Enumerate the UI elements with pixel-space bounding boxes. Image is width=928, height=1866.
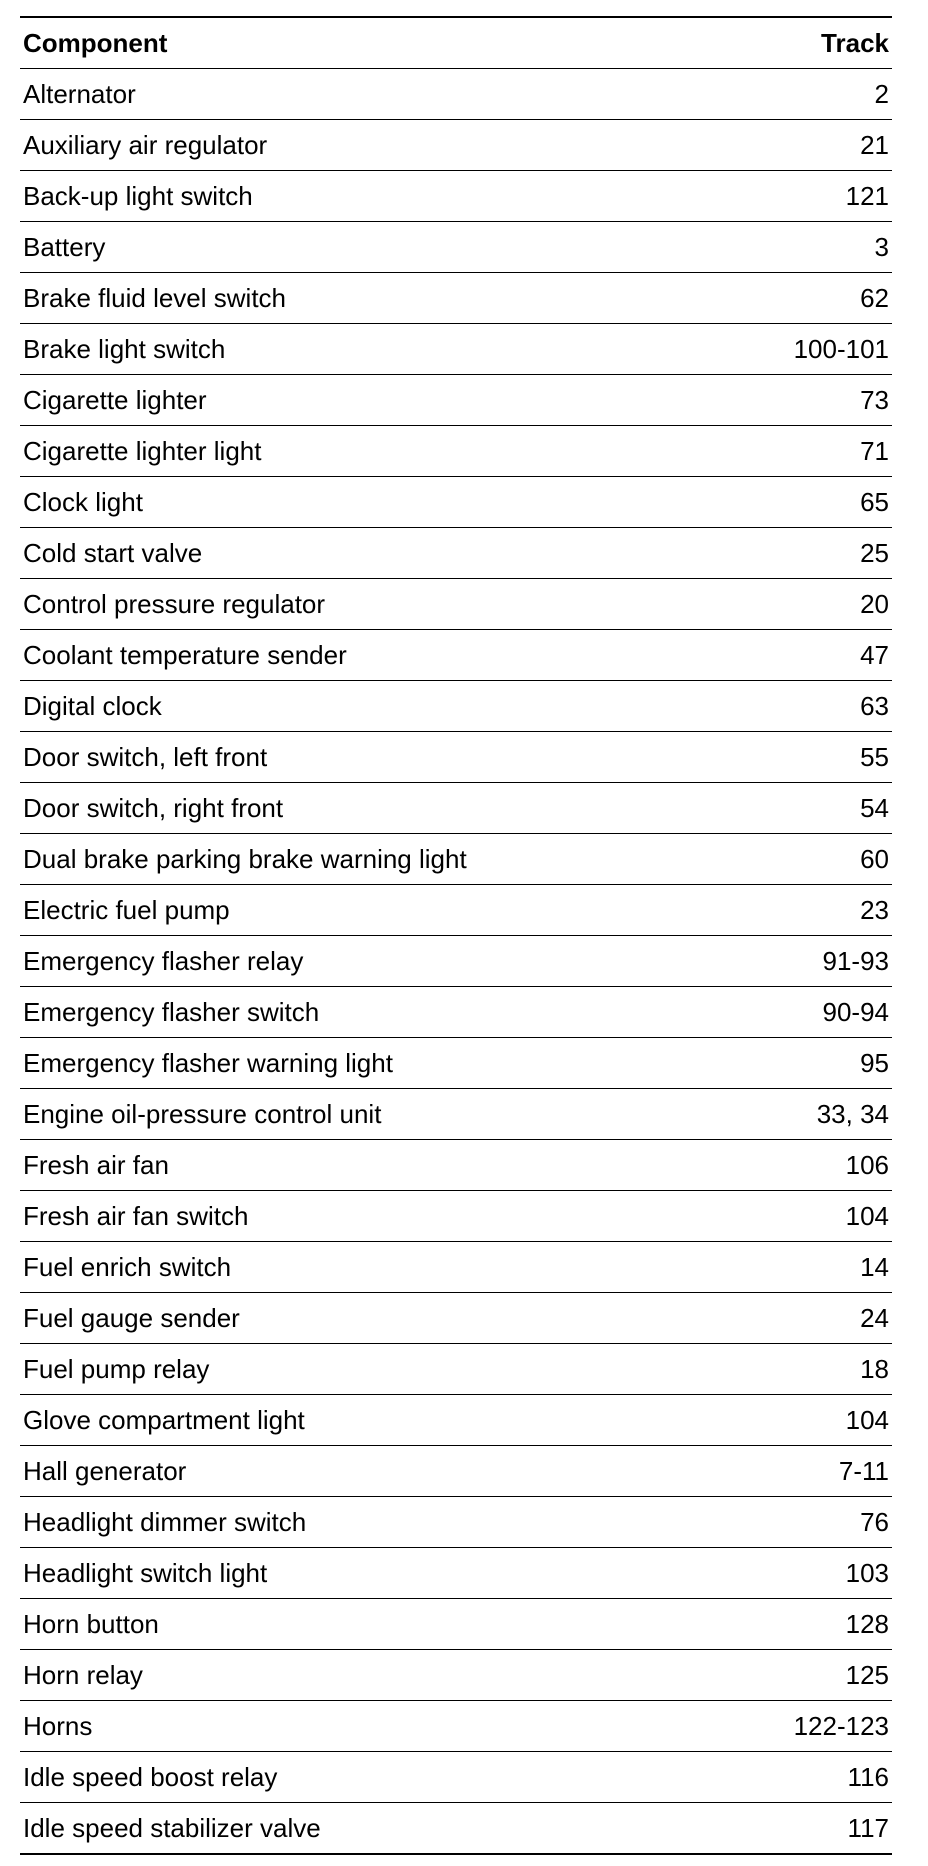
component-cell: Emergency flasher switch [20, 987, 628, 1038]
track-column-header: Track [628, 17, 892, 69]
component-cell: Horn relay [20, 1650, 628, 1701]
component-cell: Clock light [20, 477, 628, 528]
component-cell: Headlight switch light [20, 1548, 628, 1599]
table-row [20, 987, 892, 1038]
track-cell: 14 [628, 1242, 892, 1293]
table-row [20, 426, 892, 477]
component-cell: Idle speed stabilizer valve [20, 1803, 628, 1855]
component-cell: Fuel pump relay [20, 1344, 628, 1395]
track-cell: 24 [628, 1293, 892, 1344]
table-row [20, 477, 892, 528]
table-row [20, 834, 892, 885]
table-row [20, 630, 892, 681]
track-cell: 95 [628, 1038, 892, 1089]
table-row [20, 1089, 892, 1140]
component-cell: Cigarette lighter light [20, 426, 628, 477]
component-cell: Back-up light switch [20, 171, 628, 222]
component-track-table [20, 16, 892, 1855]
component-cell: Idle speed boost relay [20, 1752, 628, 1803]
track-cell: 104 [628, 1191, 892, 1242]
table-body [20, 69, 892, 1855]
header-row [20, 17, 892, 69]
table-row [20, 1701, 892, 1752]
component-track-table-container [20, 16, 892, 1855]
track-cell: 91-93 [628, 936, 892, 987]
component-cell: Glove compartment light [20, 1395, 628, 1446]
track-cell: 122-123 [628, 1701, 892, 1752]
component-cell: Fresh air fan [20, 1140, 628, 1191]
track-cell: 2 [628, 69, 892, 120]
track-cell: 106 [628, 1140, 892, 1191]
table-row [20, 1548, 892, 1599]
component-cell: Horn button [20, 1599, 628, 1650]
component-cell: Headlight dimmer switch [20, 1497, 628, 1548]
track-cell: 90-94 [628, 987, 892, 1038]
table-row [20, 1140, 892, 1191]
track-cell: 65 [628, 477, 892, 528]
component-cell: Battery [20, 222, 628, 273]
track-cell: 20 [628, 579, 892, 630]
component-cell: Cold start valve [20, 528, 628, 579]
component-cell: Horns [20, 1701, 628, 1752]
component-cell: Brake light switch [20, 324, 628, 375]
table-row [20, 1599, 892, 1650]
component-cell: Dual brake parking brake warning light [20, 834, 628, 885]
table-row [20, 1242, 892, 1293]
component-cell: Emergency flasher relay [20, 936, 628, 987]
track-cell: 23 [628, 885, 892, 936]
component-cell: Fuel enrich switch [20, 1242, 628, 1293]
table-row [20, 936, 892, 987]
track-cell: 33, 34 [628, 1089, 892, 1140]
component-cell: Hall generator [20, 1446, 628, 1497]
track-cell: 103 [628, 1548, 892, 1599]
track-cell: 62 [628, 273, 892, 324]
table-row [20, 732, 892, 783]
track-cell: 117 [628, 1803, 892, 1855]
track-cell: 121 [628, 171, 892, 222]
track-cell: 18 [628, 1344, 892, 1395]
component-cell: Electric fuel pump [20, 885, 628, 936]
track-cell: 73 [628, 375, 892, 426]
table-header [20, 17, 892, 69]
track-cell: 125 [628, 1650, 892, 1701]
table-row [20, 1650, 892, 1701]
table-row [20, 1803, 892, 1855]
table-row [20, 1191, 892, 1242]
table-row [20, 783, 892, 834]
component-cell: Brake fluid level switch [20, 273, 628, 324]
track-cell: 3 [628, 222, 892, 273]
table-row [20, 171, 892, 222]
component-cell: Control pressure regulator [20, 579, 628, 630]
track-cell: 47 [628, 630, 892, 681]
track-cell: 60 [628, 834, 892, 885]
component-cell: Cigarette lighter [20, 375, 628, 426]
table-row [20, 1752, 892, 1803]
component-cell: Fresh air fan switch [20, 1191, 628, 1242]
table-row [20, 222, 892, 273]
track-cell: 54 [628, 783, 892, 834]
component-cell: Emergency flasher warning light [20, 1038, 628, 1089]
component-cell: Digital clock [20, 681, 628, 732]
component-cell: Door switch, left front [20, 732, 628, 783]
table-row [20, 69, 892, 120]
component-cell: Coolant temperature sender [20, 630, 628, 681]
track-cell: 55 [628, 732, 892, 783]
track-cell: 25 [628, 528, 892, 579]
table-row [20, 324, 892, 375]
table-row [20, 1497, 892, 1548]
track-cell: 116 [628, 1752, 892, 1803]
table-row [20, 1344, 892, 1395]
table-row [20, 1446, 892, 1497]
table-row [20, 1395, 892, 1446]
component-cell: Alternator [20, 69, 628, 120]
component-cell: Door switch, right front [20, 783, 628, 834]
track-cell: 76 [628, 1497, 892, 1548]
component-cell: Auxiliary air regulator [20, 120, 628, 171]
table-row [20, 120, 892, 171]
table-row [20, 273, 892, 324]
component-column-header: Component [20, 17, 628, 69]
track-cell: 7-11 [628, 1446, 892, 1497]
table-row [20, 375, 892, 426]
component-cell: Fuel gauge sender [20, 1293, 628, 1344]
table-row [20, 528, 892, 579]
track-cell: 63 [628, 681, 892, 732]
track-cell: 104 [628, 1395, 892, 1446]
component-cell: Engine oil-pressure control unit [20, 1089, 628, 1140]
track-cell: 100-101 [628, 324, 892, 375]
table-row [20, 681, 892, 732]
table-row [20, 885, 892, 936]
track-cell: 128 [628, 1599, 892, 1650]
track-cell: 21 [628, 120, 892, 171]
table-row [20, 1293, 892, 1344]
track-cell: 71 [628, 426, 892, 477]
table-row [20, 579, 892, 630]
table-row [20, 1038, 892, 1089]
